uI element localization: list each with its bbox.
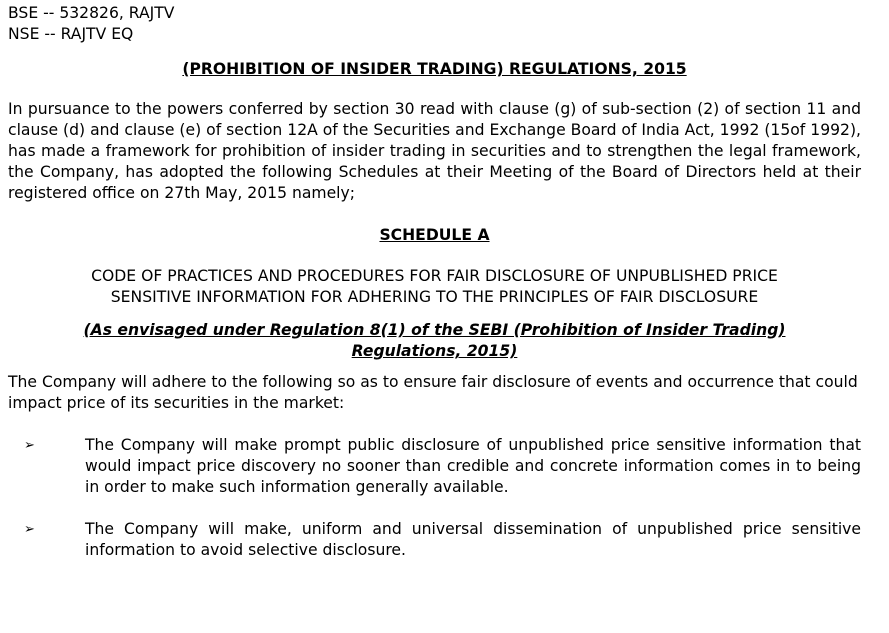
nse-code: NSE -- RAJTV EQ [8, 25, 134, 43]
intro-paragraph: The Company will adhere to the following so as to ensure fair disclosure of events and occurrence that could impact price of its securities in the market: [8, 373, 858, 412]
envisaged-line-1: (As envisaged under Regulation 8(1) of the SEBI (Prohibition of Insider Trading) [83, 321, 786, 339]
arrow-bullet-icon: ➢ [24, 438, 35, 453]
code-title-line-1: CODE OF PRACTICES AND PROCEDURES FOR FAIR DISCLOSURE OF UNPUBLISHED PRICE [91, 267, 778, 285]
bse-code: BSE -- 532826, RAJTV [8, 4, 175, 22]
preamble-paragraph: In pursuance to the powers conferred by section 30 read with clause (g) of sub-section (2) of section 11 and clause (d) and clause (e) of section 12A of the Securities and Exchange Board of India Act, 1992 (15of 1992), has made a framework for prohibition of insider trading in securities and to strengthen the legal framework, the Company, has adopted the following Schedules at their Meeting of the Board of Directors held at their registered office on 27th May, 2015 namely; [8, 100, 861, 202]
code-title [8, 266, 861, 308]
list-item [8, 519, 861, 561]
regulation-title: (PROHIBITION OF INSIDER TRADING) REGULATIONS, 2015 [182, 60, 687, 78]
envisaged-note [8, 320, 861, 362]
point-text: The Company will make, uniform and universal dissemination of unpublished price sensitive information to avoid selective disclosure. [85, 520, 861, 559]
schedule-heading: SCHEDULE A [379, 226, 490, 244]
code-title-line-2: SENSITIVE INFORMATION FOR ADHERING TO THE PRINCIPLES OF FAIR DISCLOSURE [110, 288, 759, 306]
exchange-codes [8, 3, 861, 45]
arrow-bullet-icon: ➢ [24, 522, 35, 537]
disclosure-points-list [8, 435, 861, 561]
envisaged-line-2: Regulations, 2015) [351, 342, 518, 360]
list-item [8, 435, 861, 498]
point-text: The Company will make prompt public disclosure of unpublished price sensitive information that would impact price discovery no sooner than credible and concrete information comes in to being in order to make such information generally available. [85, 436, 861, 496]
